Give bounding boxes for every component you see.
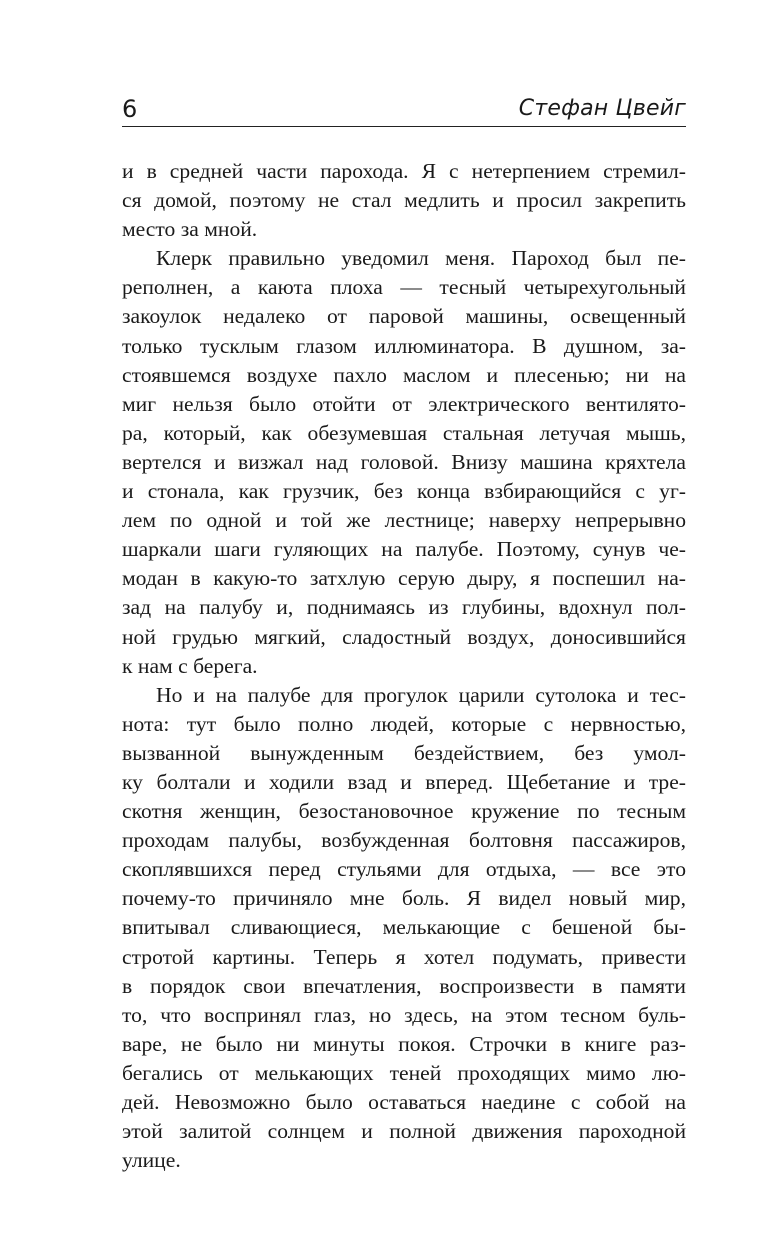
text-line: вызванной вынужденным бездействием, без умол- [122,740,686,765]
text-line: бегались от мелькающих теней проходящих мимо лю- [122,1060,686,1085]
text-line: к нам с берега. [122,653,258,678]
text-line: место за мной. [122,217,258,242]
body-text [122,157,686,1175]
text-line: почему-то причиняло мне боль. Я видел новый мир, [122,886,686,911]
text-line: улице. [122,1148,181,1173]
text-line: Клерк правильно уведомил меня. Пароход был пе- [156,246,686,271]
text-line: и в средней части парохода. Я с нетерпением стремил- [122,159,686,183]
page-header [122,92,686,127]
text-line: закоулок недалеко от паровой машины, освещенный [122,304,686,329]
page-number: 6 [122,95,138,123]
text-line: зад на палубу и, поднимаясь из глубины, вдохнул пол- [122,595,686,620]
paragraph [122,244,686,680]
text-line: и стонала, как грузчик, без конца взбирающийся с уг- [122,479,686,504]
text-line: стоявшемся воздухе пахло маслом и плесенью; ни на [122,362,686,387]
text-line: шаркали шаги гуляющих на палубе. Поэтому, сунув че- [122,537,686,562]
text-line: лем по одной и той же лестнице; наверху непрерывно [122,508,686,533]
text-line: стротой картины. Теперь я хотел подумать, привести [122,944,686,969]
text-line: ся домой, поэтому не стал медлить и просил закрепить [122,188,686,213]
text-line: то, что воспринял глаз, но здесь, на этом тесном буль- [122,1002,686,1027]
text-line: модан в какую-то затхлую серую дыру, я поспешил на- [122,566,686,591]
text-line: Но и на палубе для прогулок царили сутолока и тес- [156,682,686,707]
running-title: Стефан Цвейг [518,96,686,121]
text-line: ной грудью мягкий, сладостный воздух, доносившийся [122,624,686,649]
text-line: миг нельзя было отойти от электрического вентилято- [122,391,686,416]
text-line: вертелся и визжал над головой. Внизу машина кряхтела [122,449,686,474]
text-line: скотня женщин, безостановочное кружение по тесным [122,799,686,824]
text-line: проходам палубы, возбужденная болтовня пассажиров, [122,828,686,853]
book-page [122,92,686,1175]
text-line: нота: тут было полно людей, которые с нервностью, [122,711,686,736]
text-line: впитывал сливающиеся, мелькающие с бешеной бы- [122,915,686,940]
text-line: варе, не было ни минуты покоя. Строчки в книге раз- [122,1031,686,1056]
paragraph [122,157,686,244]
text-line: в порядок свои впечатления, воспроизвести в памяти [122,973,686,998]
text-line: дей. Невозможно было оставаться наедине с собой на [122,1090,686,1114]
text-line: скоплявшихся перед стульями для отдыха, — все это [122,857,686,882]
paragraph [122,681,686,1176]
text-line: ра, который, как обезумевшая стальная летучая мышь, [122,420,686,445]
text-line: только тусклым глазом иллюминатора. В душном, за- [122,333,686,358]
text-line: этой залитой солнцем и полной движения пароходной [122,1119,686,1144]
text-line: реполнен, а каюта плоха — тесный четырехугольный [122,275,686,300]
text-line: ку болтали и ходили взад и вперед. Щебетание и тре- [122,769,686,794]
